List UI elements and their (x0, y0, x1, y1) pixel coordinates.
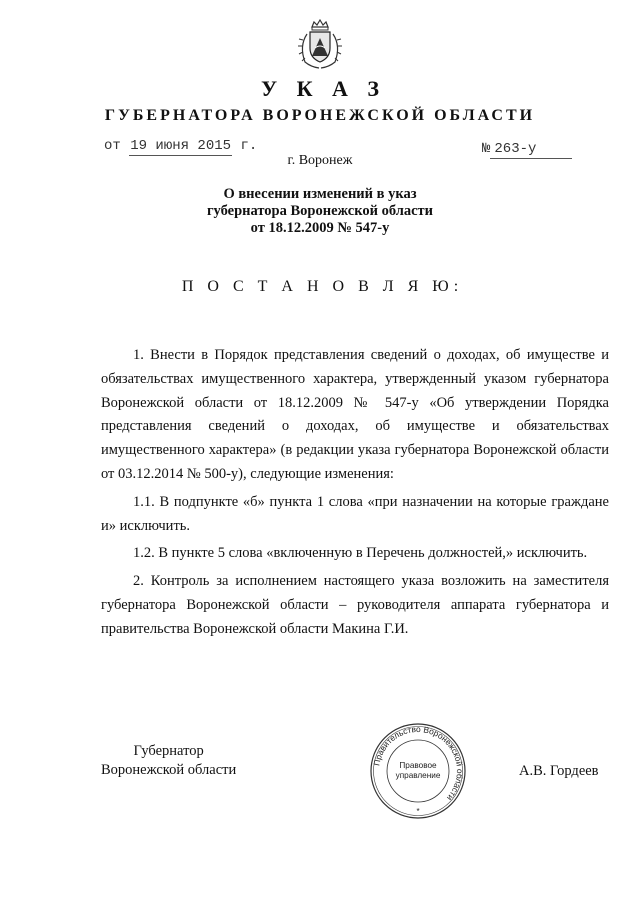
heading-line: от 18.12.2009 № 547-у (250, 220, 390, 236)
stamp-inner-text: управление (395, 771, 441, 780)
body-paragraph: 1.2. В пункте 5 слова «включенную в Перечень должностей,» исключить. (133, 545, 588, 562)
signer-position-line: Губернатор (133, 743, 204, 759)
stamp-inner-text: Правовое (399, 761, 437, 770)
number-value: 263-у (490, 141, 572, 159)
date-value: 19 июня 2015 (130, 138, 232, 154)
body-paragraph: 1. Внести в Порядок представления сведений о доходах, об имуществе и обязательствах имущественного характера, утвержденный указом губернатора Воронежской области от 18.12.2009 № 547-у «Об утверждении Порядка представления сведений о доходах, об имуществе и обязательствах имущественного характера» (в редакции указа губернатора Воронежской области от 03.12.2014 № 500-у), следующие изменения: (101, 347, 609, 482)
heading-line: О внесении изменений в указ (223, 186, 417, 202)
decree-word: П О С Т А Н О В Л Я Ю: (181, 278, 464, 295)
document-title: У К А З (260, 76, 387, 101)
body-paragraph: 2. Контроль за исполнением настоящего указа возложить на заместителя губернатора Воронежской области – руководителя аппарата губернатора и правительства Воронежской области Макина Г.И. (101, 573, 609, 637)
official-stamp (368, 721, 468, 821)
document-heading (0, 186, 640, 237)
city: г. Воронеж (287, 153, 353, 168)
number-prefix: № (482, 141, 491, 157)
document-subtitle: ГУБЕРНАТОРА ВОРОНЕЖСКОЙ ОБЛАСТИ (104, 107, 536, 124)
signer-position-line: Воронежской области (101, 762, 237, 778)
date-suffix: г. (240, 138, 258, 154)
date-prefix: от (104, 138, 121, 154)
stamp-star: * (416, 807, 420, 816)
heading-line: губернатора Воронежской области (206, 203, 434, 219)
stamp-outer-text: Правительство Воронежской области (371, 723, 466, 803)
document-body (101, 344, 609, 646)
voronezh-coat-of-arms-icon (293, 18, 347, 70)
signer-name: А.В. Гордеев (519, 763, 599, 779)
signer-position (101, 742, 236, 780)
body-paragraph: 1.1. В подпункте «б» пункта 1 слова «при назначении на которые граждане и» исключить. (101, 493, 609, 534)
